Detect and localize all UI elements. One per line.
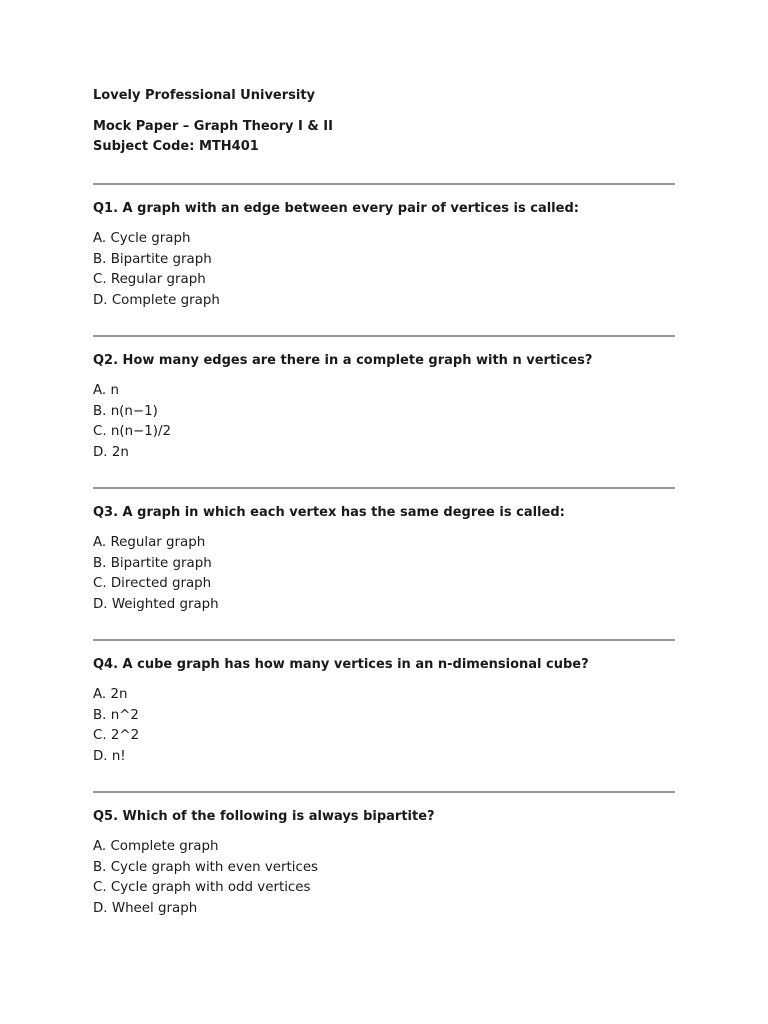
question-text: Q3. A graph in which each vertex has the same degree is called: xyxy=(93,505,565,520)
question-text: Q2. How many edges are there in a complete graph with n vertices? xyxy=(93,353,593,368)
option: B. Cycle graph with even vertices xyxy=(93,859,319,875)
question-block-4 xyxy=(93,655,675,767)
paper-title: Mock Paper – Graph Theory I & II xyxy=(93,119,333,134)
option: A. n xyxy=(93,383,119,398)
option: D. 2n xyxy=(93,444,129,460)
subject-code: Subject Code: MTH401 xyxy=(93,139,259,154)
option: C. Cycle graph with odd vertices xyxy=(93,880,311,895)
options-list xyxy=(93,533,675,615)
option: C. n(n−1)/2 xyxy=(93,424,172,439)
option: C. Directed graph xyxy=(93,576,212,591)
options-list xyxy=(93,685,675,767)
option: C. Regular graph xyxy=(93,272,206,287)
option: D. Complete graph xyxy=(93,292,220,308)
question-text: Q4. A cube graph has how many vertices in an n-dimensional cube? xyxy=(93,657,589,672)
options-list xyxy=(93,837,675,919)
question-block-3 xyxy=(93,503,675,615)
option: A. Cycle graph xyxy=(93,231,191,246)
divider xyxy=(93,639,675,641)
option: C. 2^2 xyxy=(93,728,140,743)
question-block-2 xyxy=(93,351,675,463)
option: B. Bipartite graph xyxy=(93,555,212,571)
divider xyxy=(93,183,675,185)
option: B. n^2 xyxy=(93,707,139,723)
option: D. Weighted graph xyxy=(93,596,219,612)
option: B. n(n−1) xyxy=(93,403,158,419)
options-list xyxy=(93,229,675,311)
option: B. Bipartite graph xyxy=(93,251,212,267)
option: D. Wheel graph xyxy=(93,900,198,916)
paper-header xyxy=(93,117,675,157)
question-block-5 xyxy=(93,807,675,919)
university-name: Lovely Professional University xyxy=(93,88,316,103)
document-page xyxy=(93,86,675,919)
divider xyxy=(93,335,675,337)
options-list xyxy=(93,381,675,463)
divider xyxy=(93,487,675,489)
option: D. n! xyxy=(93,748,126,764)
option: A. 2n xyxy=(93,687,128,702)
question-block-1 xyxy=(93,199,675,311)
question-text: Q5. Which of the following is always bipartite? xyxy=(93,809,435,824)
question-text: Q1. A graph with an edge between every pair of vertices is called: xyxy=(93,201,579,216)
option: A. Complete graph xyxy=(93,839,219,854)
divider xyxy=(93,791,675,793)
option: A. Regular graph xyxy=(93,535,206,550)
